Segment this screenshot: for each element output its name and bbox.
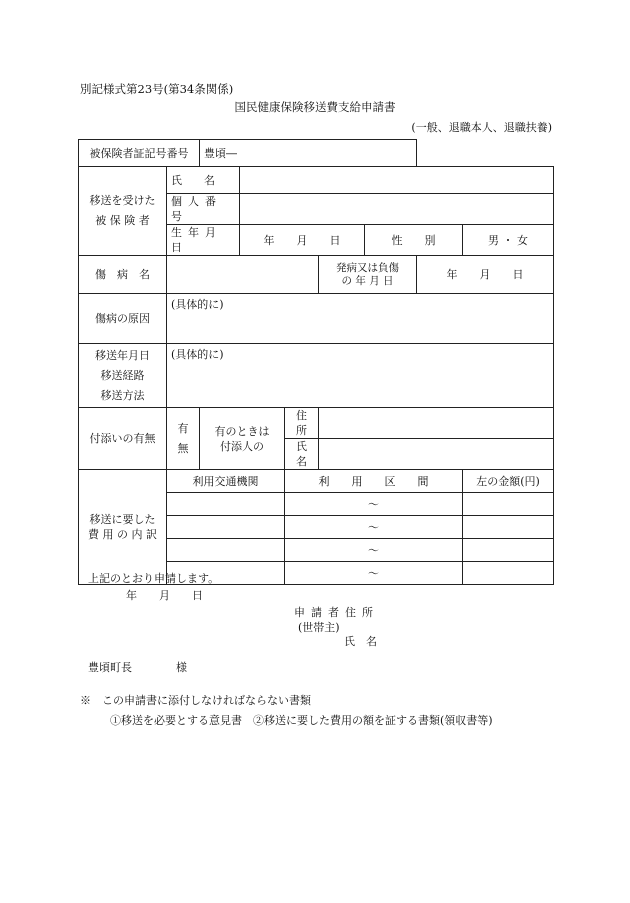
patient-label — [79, 167, 167, 256]
sex-selector[interactable]: 男 ・ 女 — [463, 225, 554, 256]
cost-label-line1: 移送に要した — [89, 513, 156, 526]
attendant-if-yes-label — [200, 408, 285, 470]
amount-field[interactable] — [463, 562, 554, 585]
insurance-number-field[interactable]: 豊頃― — [200, 140, 417, 167]
transport-field[interactable] — [167, 539, 285, 562]
transport-field[interactable] — [167, 516, 285, 539]
attendant-no-option[interactable]: 無 — [177, 441, 189, 455]
onset-label-line2: の 年 月 日 — [341, 274, 394, 287]
amount-field[interactable] — [463, 539, 554, 562]
onset-date-field[interactable]: 年 月 日 — [417, 256, 554, 294]
transport-header: 利用交通機関 — [167, 470, 285, 493]
addressee: 豊頃町長 様 — [88, 661, 187, 674]
transfer-field[interactable]: (具体的に) — [167, 344, 554, 408]
blank-area — [417, 140, 554, 167]
household-head-label: (世帯主) — [298, 621, 340, 634]
attendant-name-field[interactable] — [319, 439, 554, 470]
patient-label-line1: 移送を受けた — [89, 194, 156, 207]
attendant-label: 付添いの有無 — [79, 408, 167, 470]
section-field[interactable]: ～ — [285, 493, 463, 516]
insurance-number-label: 被保険者証記号番号 — [79, 140, 200, 167]
attendant-name-label: 氏 名 — [285, 439, 319, 470]
cost-label-line2: 費 用 の 内 訳 — [88, 528, 157, 541]
onset-label-line1: 発病又は負傷 — [336, 261, 400, 274]
applicant-name-label: 氏 名 — [344, 635, 377, 648]
cause-label: 傷病の原因 — [79, 294, 167, 344]
form-number: 別記様式第23号(第34条関係) — [80, 82, 234, 96]
section-field[interactable]: ～ — [285, 539, 463, 562]
application-statement: 上記のとおり申請します。 — [88, 572, 220, 585]
birthdate-field[interactable]: 年 月 日 — [240, 225, 365, 256]
attendant-address-label: 住 所 — [285, 408, 319, 439]
attachments-note-title: ※ この申請書に添付しなければならない書類 — [80, 694, 311, 707]
application-date[interactable]: 年 月 日 — [126, 589, 203, 602]
amount-field[interactable] — [463, 516, 554, 539]
personal-number-field[interactable] — [240, 194, 554, 225]
section-header: 利 用 区 間 — [285, 470, 463, 493]
transfer-labels — [79, 344, 167, 408]
transfer-date-label: 移送年月日 — [95, 348, 150, 362]
amount-header: 左の金額(円) — [463, 470, 554, 493]
attendant-if-yes-line1: 有のときは — [214, 424, 270, 438]
transfer-route-label: 移送経路 — [100, 368, 145, 382]
section-field[interactable]: ～ — [285, 516, 463, 539]
applicant-address-label: 申請者住所 — [294, 606, 379, 619]
sex-label: 性 別 — [365, 225, 463, 256]
cost-breakdown-label — [79, 470, 167, 585]
name-label: 氏 名 — [167, 167, 240, 194]
cause-field[interactable]: (具体的に) — [167, 294, 554, 344]
attendant-yes-option[interactable]: 有 — [177, 421, 189, 435]
name-field[interactable] — [240, 167, 554, 194]
attendant-yes-no[interactable] — [167, 408, 200, 470]
form-subtitle: (一般、退職本人、退職扶養) — [411, 121, 552, 134]
application-form-table — [78, 139, 554, 585]
attendant-if-yes-line2: 付添人の — [220, 439, 264, 453]
personal-number-label: 個人番号 — [167, 194, 240, 225]
section-field[interactable]: ～ — [285, 562, 463, 585]
birthdate-label: 生年月日 — [167, 225, 240, 256]
transport-field[interactable] — [167, 493, 285, 516]
patient-label-line2: 被 保 険 者 — [95, 214, 150, 227]
form-title: 国民健康保険移送費支給申請書 — [234, 100, 396, 114]
illness-label: 傷 病 名 — [79, 256, 167, 294]
onset-date-label — [319, 256, 417, 294]
attendant-address-field[interactable] — [319, 408, 554, 439]
attachments-note-items: ①移送を必要とする意見書 ②移送に要した費用の額を証する書類(領収書等) — [110, 714, 493, 727]
amount-field[interactable] — [463, 493, 554, 516]
transfer-method-label: 移送方法 — [100, 388, 145, 402]
illness-field[interactable] — [167, 256, 319, 294]
